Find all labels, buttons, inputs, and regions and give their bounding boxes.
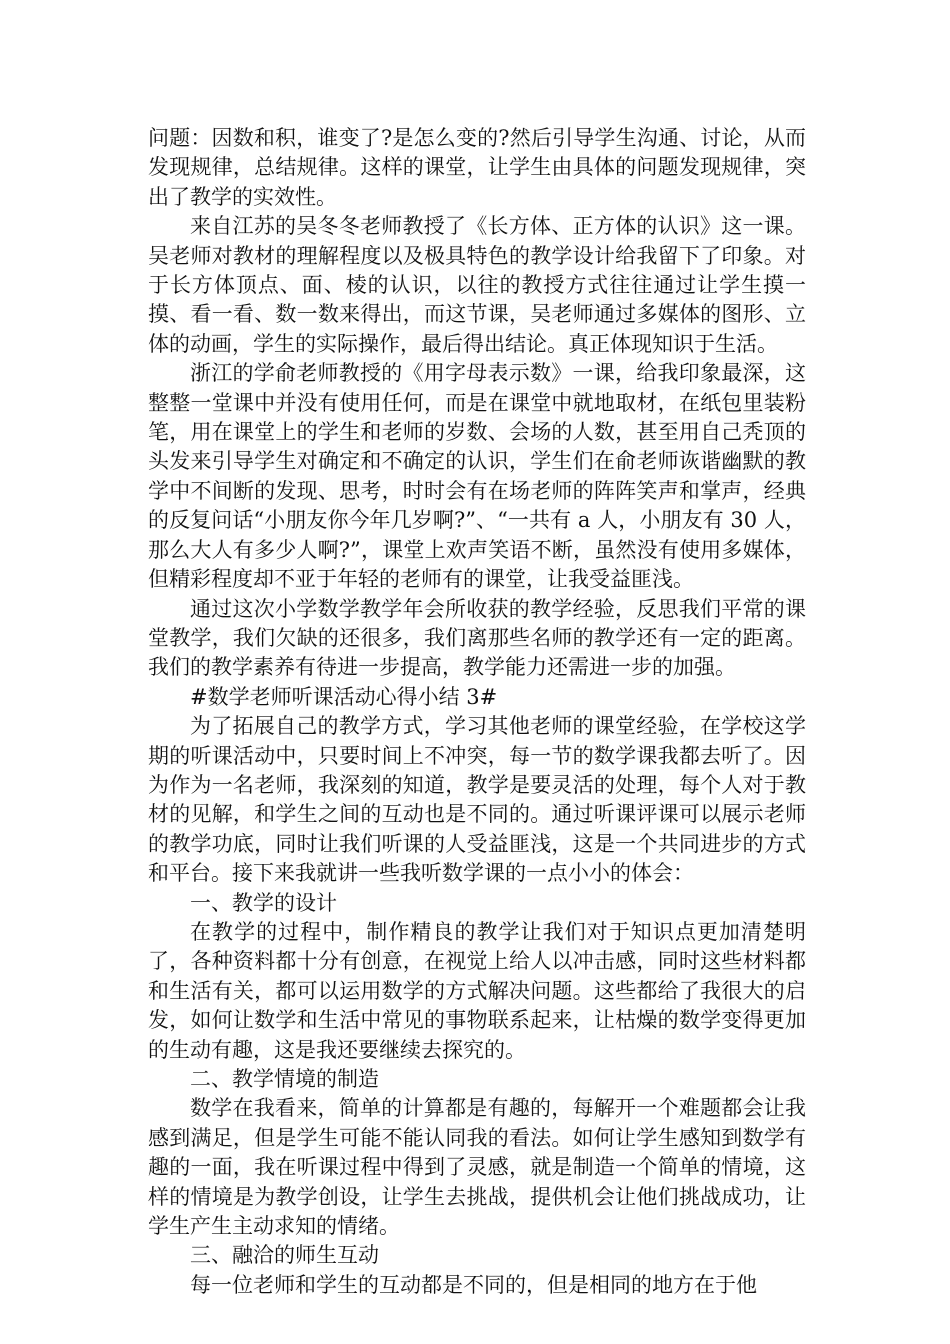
- paragraph-continuation: 问题：因数和积，谁变了?是怎么变的?然后引导学生沟通、讨论，从而发现规律，总结规律。这样的课堂，让学生由具体的问题发现规律，突出了教学的实效性。: [148, 126, 806, 209]
- paragraph-teaching-context: 数学在我看来，简单的计算都是有趣的，每解开一个难题都会让我感到满足，但是学生可能不能认同我的看法。如何让学生感知到数学有趣的一面，我在听课过程中得到了灵感，就是制造一个简单的情境，这样的情境是为教学创设，让学生去挑战，提供机会让他们挑战成功，让学生产生主动求知的情绪。: [148, 1096, 806, 1239]
- section-heading-summary-3: #数学老师听课活动心得小结 3#: [190, 684, 498, 709]
- paragraph-reflection: 通过这次小学数学教学年会所收获的教学经验，反思我们平常的课堂教学，我们欠缺的还很多，我们离那些名师的教学还有一定的距离。我们的教学素养有待进一步提高，教学能力还需进一步的加强。: [148, 596, 806, 680]
- paragraph-teacher-student-interaction: 每一位老师和学生的互动都是不同的，但是相同的地方在于他: [190, 1272, 757, 1297]
- subheading-teaching-design: 一、教学的设计: [190, 890, 337, 915]
- paragraph-yu-teacher: 浙江的学俞老师教授的《用字母表示数》一课，给我印象最深，这整整一堂课中并没有使用任何，而是在课堂中就地取材，在纸包里装粉笔，用在课堂上的学生和老师的岁数、会场的人数，甚至用自己秃顶的头发来引导学生对确定和不确定的认识，学生们在俞老师诙谐幽默的教学中不间断的发现、思考，时时会有在场老师的阵阵笑声和掌声，经典的反复问话“小朋友你今年几岁啊?”、“一共有 a 人，小朋友有 30 人，那么大人有多少人啊?”，课堂上欢声笑语不断，虽然没有使用多媒体，但精彩程度却不亚于年轻的老师有的课堂，让我受益匪浅。: [148, 361, 806, 592]
- paragraph-teaching-design: 在教学的过程中，制作精良的教学让我们对于知识点更加清楚明了，各种资料都十分有创意，在视觉上给人以冲击感，同时这些材料都和生活有关，都可以运用数学的方式解决问题。这些都给了我很大的启发，如何让数学和生活中常见的事物联系起来，让枯燥的数学变得更加的生动有趣，这是我还要继续去探究的。: [148, 919, 806, 1062]
- paragraph-intro: 为了拓展自己的教学方式，学习其他老师的课堂经验，在学校这学期的听课活动中，只要时间上不冲突，每一节的数学课我都去听了。因为作为一名老师，我深刻的知道，教学是要灵活的处理，每个人对于教材的见解，和学生之间的互动也是不同的。通过听课评课可以展示老师的教学功底，同时让我们听课的人受益匪浅，这是一个共同进步的方式和平台。接下来我就讲一些我听数学课的一点小小的体会：: [148, 714, 806, 886]
- subheading-teacher-student-interaction: 三、融洽的师生互动: [190, 1243, 379, 1268]
- document-body: [148, 124, 806, 1300]
- subheading-teaching-context: 二、教学情境的制造: [190, 1067, 379, 1091]
- paragraph-wu-dongdong: 来自江苏的吴冬冬老师教授了《长方体、正方体的认识》这一课。吴老师对教材的理解程度以及极具特色的教学设计给我留下了印象。对于长方体顶点、面、棱的认识，以往的教授方式往往通过让学生摸一摸、看一看、数一数来得出，而这节课，吴老师通过多媒体的图形、立体的动画，学生的实际操作，最后得出结论。真正体现知识于生活。: [148, 214, 806, 356]
